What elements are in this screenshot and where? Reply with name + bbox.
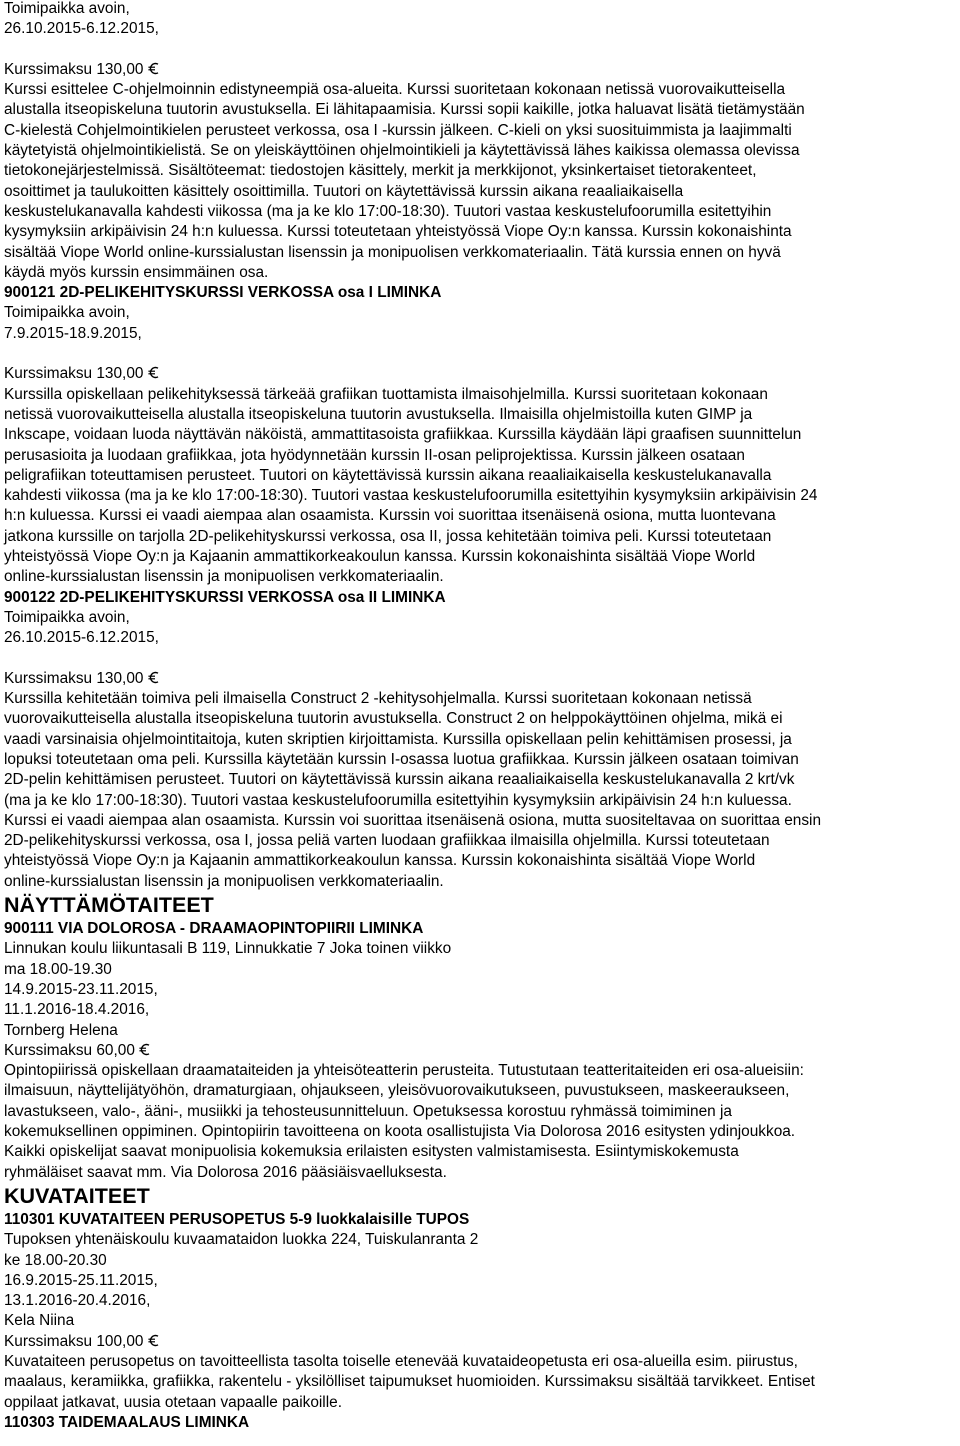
text-line: Toimipaikka avoin, xyxy=(4,304,130,322)
document-page xyxy=(4,0,956,1433)
text-line: Kurssilla kehitetään toimiva peli ilmaisella Construct 2 -kehitysohjelmalla. Kurssi suoritetaan kokonaan netissä xyxy=(4,690,752,708)
course-fee-text: Kurssimaksu 130,00 xyxy=(4,365,144,383)
text-line: Kaikki opiskelijat saavat monipuolisia kokemuksia erilaisten esitysten valmistamisesta. Esiintymiskokemusta xyxy=(4,1143,739,1161)
text-line: online-kurssialustan lisenssin ja monipuolisen verkkomateriaalin. xyxy=(4,568,444,586)
blank-line xyxy=(4,344,956,364)
text-line: keskustelukanavalla kahdesti viikossa (ma ja ke klo 17:00-18:30). Tuutori vastaa keskustelufoorumilla esitettyihin xyxy=(4,202,772,220)
course-title: 900121 2D-PELIKEHITYSKURSSI VERKOSSA osa I LIMINKA xyxy=(4,284,442,302)
text-line: Linnukan koulu liikuntasali B 119, Linnukkatie 7 Joka toinen viikko xyxy=(4,940,452,958)
text-line: kokemuksellinen oppiminen. Opintopiirin tavoitteena on koota osallistujista Via Dolorosa 2016 esitysten ydinjoukkoa. xyxy=(4,1123,796,1141)
course-fee xyxy=(4,364,956,384)
text-line: tietokonejärjestelmissä. Sisältöteemat: tiedostojen käsittely, merkit ja merkkijonot, yksinkertaiset tietorakenteet, xyxy=(4,162,757,180)
euro-icon xyxy=(148,60,160,80)
text-line: h:n kuluessa. Kurssi ei vaadi aiempaa alan osaamista. Kurssin voi suorittaa itsenäisenä osiona, mutta luontevana xyxy=(4,507,776,525)
text-line: Kuvataiteen perusopetus on tavoitteellista tasolta toiselle etenevää kuvataideopetusta eri osa-alueilla esim. piirustus, xyxy=(4,1353,798,1370)
course-fee xyxy=(4,1041,956,1061)
course-fee-text: Kurssimaksu 100,00 xyxy=(4,1332,144,1350)
text-line: Tupoksen yhtenäiskoulu kuvaamataidon luokka 224, Tuiskulanranta 2 xyxy=(4,1231,479,1249)
text-line: 26.10.2015-6.12.2015, xyxy=(4,20,159,38)
text-line: kysymyksiin arkipäivisin 24 h:n kuluessa. Kurssi toteutetaan yhteistyössä Viope Oy:n kanssa. Kurssin kokonaishinta xyxy=(4,223,792,241)
text-line: online-kurssialustan lisenssin ja monipuolisen verkkomateriaalin. xyxy=(4,872,444,890)
course-fee-text: Kurssimaksu 130,00 xyxy=(4,669,144,687)
text-line: Opintopiirissä opiskellaan draamataiteiden ja yhteisöteatterin perusteita. Tutustutaan teatteritaiteiden eri osa-alueisiin: xyxy=(4,1062,804,1080)
text-line: osoittimet ja taulukoitten käsittely osoittimilla. Tuutori on käytettävissä kurssin aikana reaaliaikaisella xyxy=(4,182,684,200)
text-line: käydä myös kurssin ensimmäinen osa. xyxy=(4,263,269,281)
text-line: 2D-pelikehityskurssi verkossa, osa I, jossa peliä varten luodaan grafiikkaa ilmaisilla ohjelmilla. Kurssi toteutetaan xyxy=(4,832,770,850)
text-line: netissä vuorovaikutteisella alustalla itseopiskeluna tuutorin avustuksella. Ilmaisilla ohjelmistoilla kuten GIMP ja xyxy=(4,405,753,423)
text-line: C-kielestä Cohjelmointikielen perusteet verkossa, osa I -kurssin jälkeen. C-kieli on yksi suosituimmista ja laajimmalti xyxy=(4,121,792,139)
course-fee xyxy=(4,60,956,80)
course-title: 900122 2D-PELIKEHITYSKURSSI VERKOSSA osa II LIMINKA xyxy=(4,588,446,606)
course-fee-text: Kurssimaksu 130,00 xyxy=(4,60,144,78)
text-line: Kurssilla opiskellaan pelikehityksessä tärkeää grafiikan tuottamista ilmaisohjelmilla. Kurssi suoritetaan kokonaan xyxy=(4,385,768,403)
text-line: maalaus, keramiikka, grafiikka, rakentelu - yksilölliset taipumukset huomioiden. Kurssimaksu sisältää tarvikkeet. Entiset xyxy=(4,1373,815,1391)
euro-icon xyxy=(139,1041,151,1061)
text-line: yhteistyössä Viope Oy:n ja Kajaanin ammattikorkeakoulun kanssa. Kurssin kokonaishinta sisältää Viope World xyxy=(4,852,756,870)
text-line: peligrafiikan toteuttamisen perusteet. Tuutori on käytettävissä kurssin aikana reaaliaikaisella keskustelukanavalla xyxy=(4,466,772,484)
text-line: yhteistyössä Viope Oy:n ja Kajaanin ammattikorkeakoulun kanssa. Kurssin kokonaishinta sisältää Viope World xyxy=(4,548,756,566)
course-fee-text: Kurssimaksu 60,00 xyxy=(4,1041,135,1059)
text-line: ilmaisuun, näyttelijätyöhön, dramaturgiaan, ohjaukseen, yleisövuorovaikutukseen, puvustukseen, maskeeraukseen, xyxy=(4,1082,790,1100)
course-title: 900111 VIA DOLOROSA - DRAAMAOPINTOPIIRII LIMINKA xyxy=(4,920,424,938)
text-line: Tornberg Helena xyxy=(4,1021,118,1039)
text-line: 2D-pelin kehittämisen perusteet. Tuutori on käytettävissä kurssin aikana reaaliaikaisella keskustelukanavalla 2 krt/vk xyxy=(4,771,795,789)
text-line: Kela Niina xyxy=(4,1312,75,1330)
text-line: oppilaat jatkavat, uusia otetaan vapaalle paikoille. xyxy=(4,1393,342,1411)
text-line: jatkona kurssille on tarjolla 2D-pelikehityskurssi verkossa, osa II, jossa kehitetään toimiva peli. Kurssi toteutetaan xyxy=(4,527,772,545)
blank-line xyxy=(4,40,956,60)
section-heading: KUVATAITEET xyxy=(4,1183,150,1208)
section-heading: NÄYTTÄMÖTAITEET xyxy=(4,893,214,918)
text-line: lavastukseen, valo-, ääni-, musiikki ja tehosteusunnitteluun. Opetuksessa korostuu ryhmässä toimiminen ja xyxy=(4,1102,732,1120)
euro-icon xyxy=(148,364,160,384)
text-line: 26.10.2015-6.12.2015, xyxy=(4,629,159,647)
blank-line xyxy=(4,649,956,669)
text-line: vaadi varsinaisia ohjelmointitaitoja, kuten skriptien kirjoittamista. Kurssilla opiskellaan pelin kehittämisen prosessi, ja xyxy=(4,730,792,748)
text-line: 7.9.2015-18.9.2015, xyxy=(4,324,142,342)
text-line: perusasioita ja luodaan grafiikkaa, jota hyödynnetään kurssin II-osan peliprojektissa. Kurssin jälkeen osataan xyxy=(4,446,745,464)
euro-icon xyxy=(148,1332,160,1352)
text-line: 14.9.2015-23.11.2015, xyxy=(4,980,158,998)
course-title: 110301 KUVATAITEEN PERUSOPETUS 5-9 luokkalaisille TUPOS xyxy=(4,1210,470,1228)
text-line: käytetyistä ohjelmointikielistä. Se on yleiskäyttöinen ohjelmointikieli ja käytettävissä lähes kaikissa olemassa olevissa xyxy=(4,142,800,160)
text-line: Toimipaikka avoin, xyxy=(4,0,130,17)
course-fee xyxy=(4,1332,956,1352)
text-line: Inkscape, voidaan luoda näyttävän näköistä, ammattitasoista grafiikkaa. Kurssilla käydään läpi graafisen suunnittelun xyxy=(4,426,802,444)
text-line: 11.1.2016-18.4.2016, xyxy=(4,1001,150,1019)
text-line: lopuksi toteutetaan oma peli. Kurssilla käytetään kurssin I-osassa luotua grafiikkaa. Kurssin jälkeen osataan toimivan xyxy=(4,750,799,768)
course-fee xyxy=(4,669,956,689)
text-line: Kurssi esittelee C-ohjelmoinnin edistyneempiä osa-alueita. Kurssi suoritetaan kokonaan netissä vuorovaikutteisella xyxy=(4,81,786,99)
text-line: sisältää Viope World online-kurssialustan lisenssin ja monipuolisen verkkomateriaalin. Tätä kurssia ennen on hyvä xyxy=(4,243,781,261)
text-line: Kurssi ei vaadi aiempaa alan osaamista. Kurssin voi suorittaa itsenäisenä osiona, mutta suositeltavaa on suorittaa ensin xyxy=(4,811,822,829)
text-line: ryhmäläiset saavat mm. Via Dolorosa 2016 pääsiäisvaelluksesta. xyxy=(4,1163,447,1181)
text-line: alustalla itseopiskeluna tuutorin avustuksella. Ei lähitapaamisia. Kurssi sopii kaikille, jotka haluavat lisätä tietämystään xyxy=(4,101,805,119)
text-line: (ma ja ke klo 17:00-18:30). Tuutori vastaa keskustelufoorumilla esitettyihin kysymyksiin arkipäivisin 24 h:n kuluessa. xyxy=(4,791,792,809)
text-line: Toimipaikka avoin, xyxy=(4,608,130,626)
text-line: 13.1.2016-20.4.2016, xyxy=(4,1292,151,1310)
text-line: 16.9.2015-25.11.2015, xyxy=(4,1271,158,1289)
text-line: vuorovaikutteisella alustalla itseopiskeluna tuutorin avustuksella. Construct 2 on helppokäyttöinen ohjelma, mikä ei xyxy=(4,710,783,728)
text-line: ma 18.00-19.30 xyxy=(4,960,112,978)
course-title: 110303 TAIDEMAALAUS LIMINKA xyxy=(4,1413,250,1431)
text-line: ke 18.00-20.30 xyxy=(4,1251,107,1269)
text-line: kahdesti viikossa (ma ja ke klo 17:00-18:30). Tuutori vastaa keskustelufoorumilla esitettyihin kysymyksiin arkipäivisin 24 xyxy=(4,487,818,505)
euro-icon xyxy=(148,669,160,689)
